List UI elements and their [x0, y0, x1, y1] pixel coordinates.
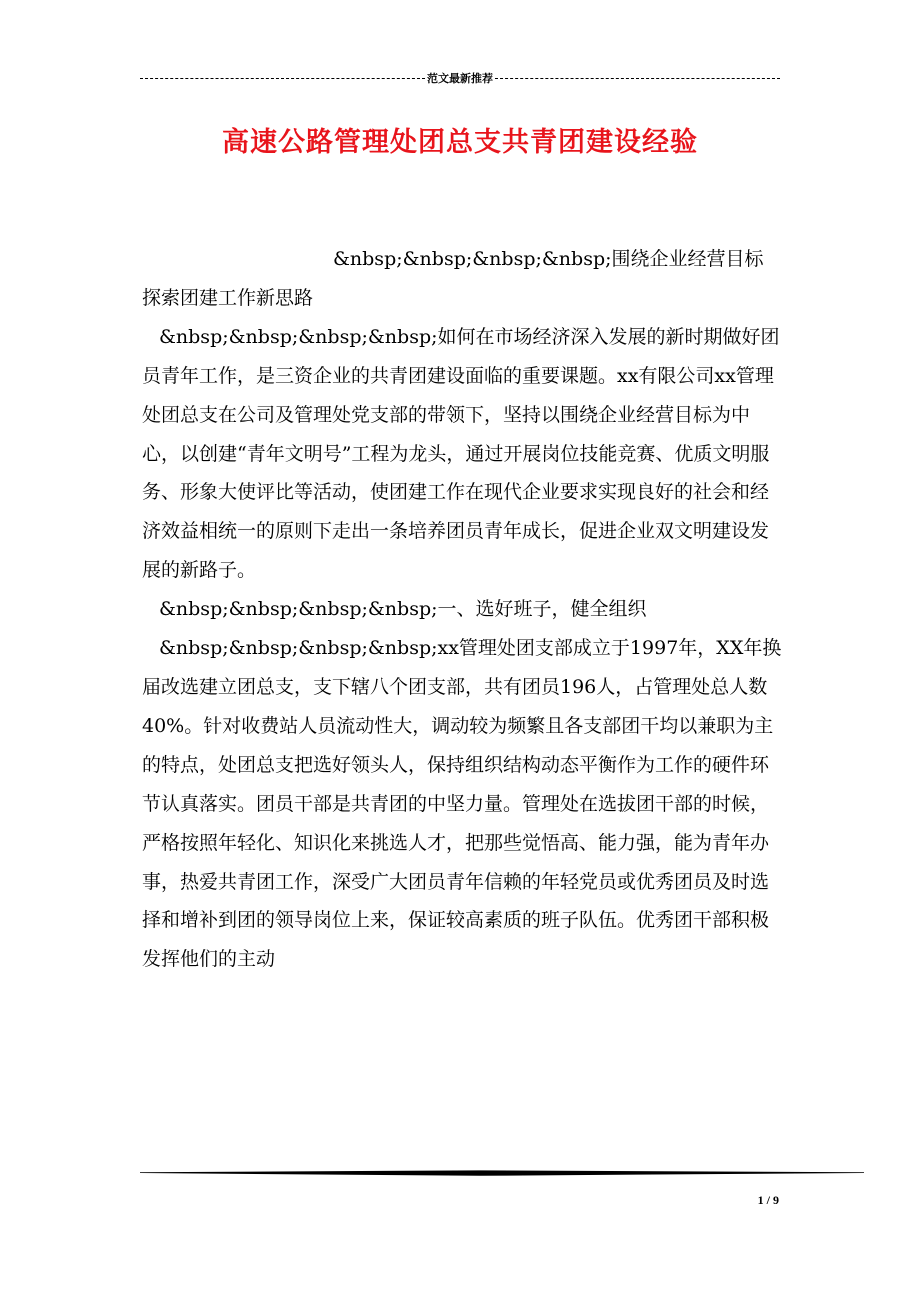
- header-dash-right: [495, 78, 780, 79]
- page-number: 1 / 9: [757, 1193, 779, 1207]
- paragraph-intro: &nbsp;&nbsp;&nbsp;&nbsp;如何在市场经济深入发展的新时期做好团员青年工作，是三资企业的共青团建设面临的重要课题。xx有限公司xx管理处团总支在公司及管理处党支部的带领下，坚持以围绕企业经营目标为中心，以创建“青年文明号”工程为龙头，通过开展岗位技能竞赛、优质文明服务、形象大使评比等活动，使团建工作在现代企业要求实现良好的社会和经济效益相统一的原则下走出一条培养团员青年成长，促进企业双文明建设发展的新路子。: [142, 325, 780, 582]
- section-heading: &nbsp;&nbsp;&nbsp;&nbsp;围绕企业经营目标探索团建工作新思路: [142, 248, 764, 309]
- section-heading-one: &nbsp;&nbsp;&nbsp;&nbsp;一、选好班子，健全组织: [159, 598, 647, 621]
- paragraph-organization: &nbsp;&nbsp;&nbsp;&nbsp;xx管理处团支部成立于1997年，XX年换届改选建立团总支，支下辖八个团支部，共有团员196人，占管理处总人数40%。针对收费站人员流动性大，调动较为频繁且各支部团干均以兼职为主的特点，处团总支把选好领头人，保持组织结构动态平衡作为工作的硬件环节认真落实。团员干部是共青团的中坚力量。管理处在选拔团干部的时候，严格按照年轻化、知识化来挑选人才，把那些觉悟高、能力强，能为青年办事，热爱共青团工作，深受广大团员青年信赖的年轻党员或优秀团员及时选择和增补到团的领导岗位上来，保证较高素质的班子队伍。优秀团干部积极发挥他们的主动: [142, 637, 782, 971]
- page-header: [140, 70, 780, 86]
- document-title: 高速公路管理处团总支共青团建设经验: [222, 127, 698, 158]
- header-label: 范文最新推荐: [427, 72, 493, 85]
- document-body: [142, 240, 782, 979]
- footer-rule: [140, 1170, 864, 1177]
- header-dash-left: [140, 78, 425, 79]
